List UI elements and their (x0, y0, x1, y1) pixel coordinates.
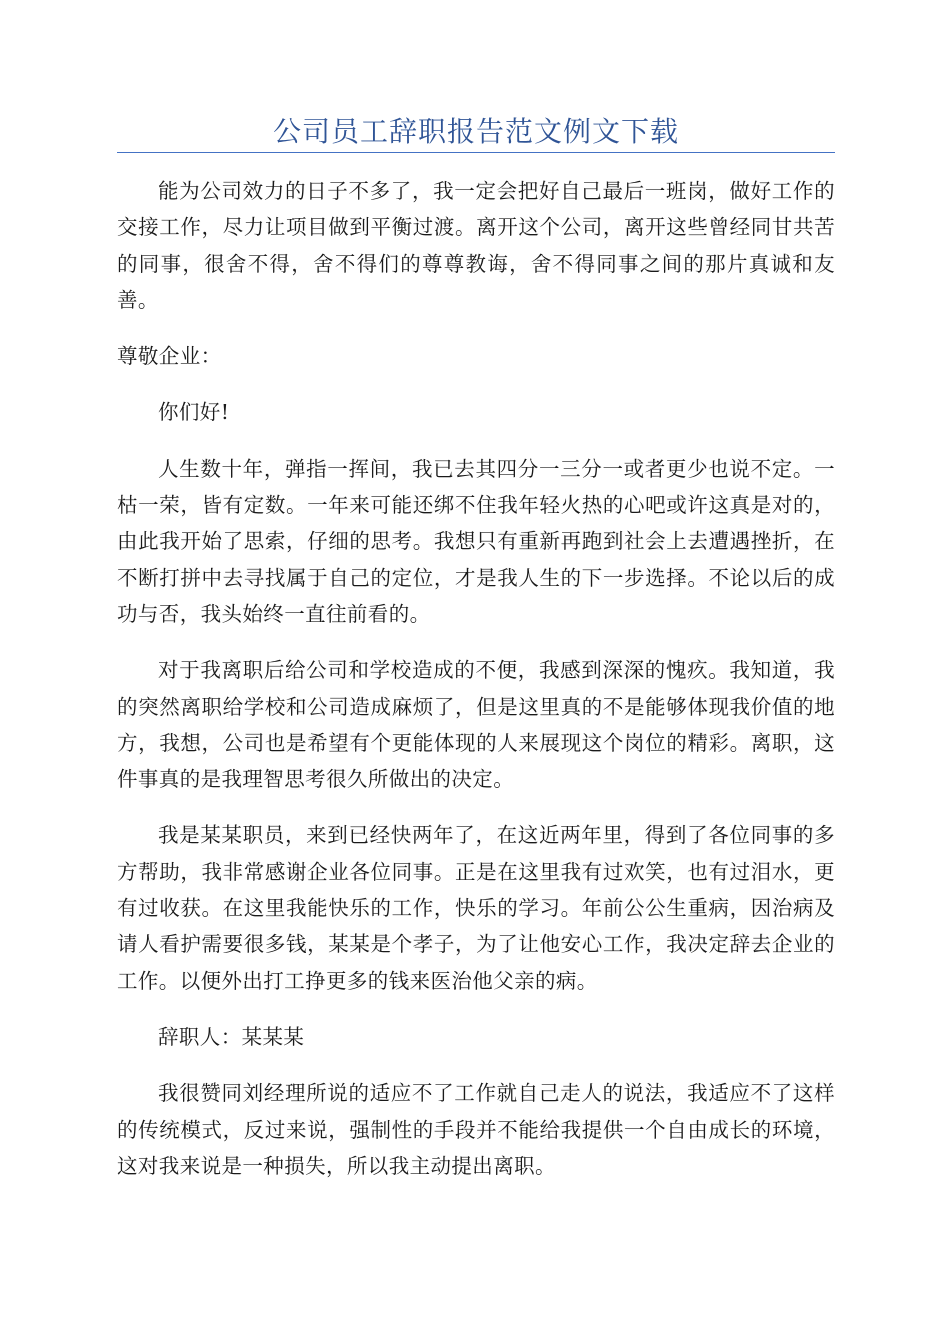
paragraph-apology: 对于我离职后给公司和学校造成的不便，我感到深深的愧疚。我知道，我的突然离职给学校和公司造成麻烦了，但是这里真的不是能够体现我价值的地方，我想，公司也是希望有个更能体现的人来展现这个岗位的精彩。离职，这件事真的是我理智思考很久所做出的决定。 (117, 658, 835, 792)
document-title: 公司员工辞职报告范文例文下载 (272, 115, 679, 148)
paragraph-gratitude: 我是某某职员，来到已经快两年了，在这近两年里，得到了各位同事的多方帮助，我非常感谢企业各位同事。正是在这里我有过欢笑，也有过泪水，更有过收获。在这里我能快乐的工作，快乐的学习。年前公公生重病，因治病及请人看护需要很多钱，某某是个孝子，为了让他安心工作，我决定辞去企业的工作。以便外出打工挣更多的钱来医治他父亲的病。 (117, 823, 835, 993)
document-page (117, 0, 835, 1184)
salutation: 尊敬企业： (117, 344, 222, 369)
greeting: 你们好! (158, 400, 230, 425)
paragraph-reason: 我很赞同刘经理所说的适应不了工作就自己走人的说法，我适应不了这样的传统模式，反过来说，强制性的手段并不能给我提供一个自由成长的环境，这对我来说是一种损失，所以我主动提出离职。 (117, 1081, 835, 1178)
signature-line: 辞职人：某某某 (158, 1024, 305, 1049)
title-underline (117, 152, 835, 153)
paragraph-farewell: 能为公司效力的日子不多了，我一定会把好自己最后一班岗，做好工作的交接工作，尽力让项目做到平衡过渡。离开这个公司，离开这些曾经同甘共苦的同事，很舍不得，舍不得们的尊尊教诲，舍不得同事之间的那片真诚和友善。 (117, 179, 835, 312)
paragraph-life-reflection: 人生数十年，弹指一挥间，我已去其四分一三分一或者更少也说不定。一枯一荣，皆有定数。一年来可能还绑不住我年轻火热的心吧或许这真是对的，由此我开始了思索，仔细的思考。我想只有重新再跑到社会上去遭遇挫折，在不断打拼中去寻找属于自己的定位，才是我人生的下一步选择。不论以后的成功与否，我头始终一直往前看的。 (117, 456, 835, 626)
